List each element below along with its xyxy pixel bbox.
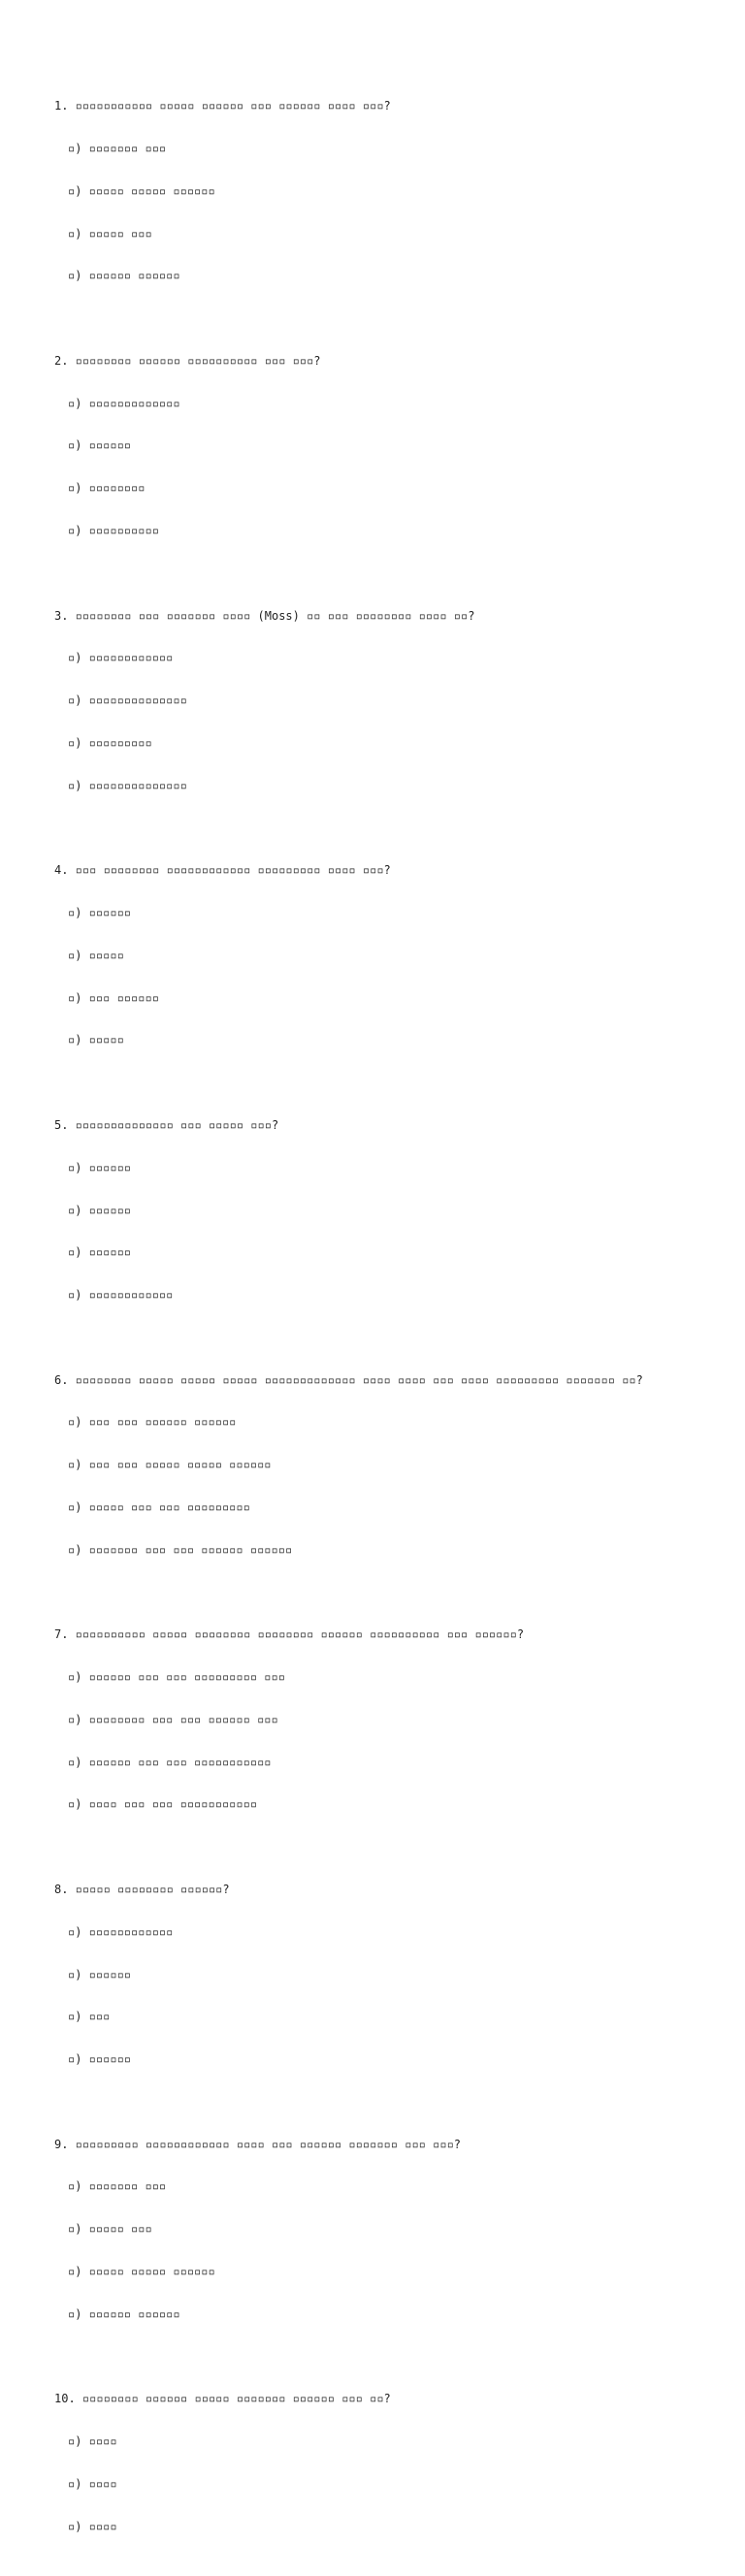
answer-option: ▫) ▫▫▫▫▫▫▫▫▫▫ [68,524,159,537]
question-3 [54,580,724,821]
question-10 [54,2364,724,2561]
answer-option: ▫) ▫▫▫▫▫▫ ▫▫▫▫▫▫ [68,2306,180,2321]
question-text: 8. ▫▫▫▫▫ ▫▫▫▫▫▫▫▫ ▫▫▫▫▫▫? [54,1883,230,1896]
answer-option: ▫) ▫▫▫▫▫▫▫▫▫▫▫▫ [68,1924,174,1939]
answer-option: ▫) ▫▫▫▫ [68,2519,117,2533]
question-text: 6. ▫▫▫▫▫▫▫▫ ▫▫▫▫▫ ▫▫▫▫▫ ▫▫▫▫▫ ▫▫▫▫▫▫▫▫▫▫▫▫▫ ▫▫▫▫ ▫▫▫▫ ▫▫▫ ▫▫▫▫ ▫▫▫▫▫▫▫▫▫ ▫▫▫▫▫▫▫ ▫▫? [54,1372,643,1387]
answer-option: ▫) ▫▫▫▫▫ ▫▫▫ ▫▫▫ ▫▫▫▫▫▫▫▫▫ [68,1499,250,1514]
answer-option: ▫) ▫▫▫▫▫ [68,948,124,962]
answer-option: ▫) ▫▫▫▫▫▫▫ ▫▫▫ [68,141,167,155]
question-2 [54,326,724,566]
answer-option: ▫) ▫▫▫▫ [68,2476,117,2491]
answer-option: ▫) ▫▫▫▫▫ ▫▫▫▫▫ ▫▫▫▫▫▫ [68,2265,215,2279]
answer-option: ▫) ▫▫▫▫▫▫▫▫▫▫▫▫ [68,1288,174,1303]
answer-option: ▫) ▫▫▫▫▫▫ [68,1245,132,1260]
answer-option: ▫) ▫▫▫▫▫▫ ▫▫▫▫▫▫ [68,269,180,283]
question-text: 1. ▫▫▫▫▫▫▫▫▫▫▫ ▫▫▫▫▫ ▫▫▫▫▫▫ ▫▫▫ ▫▫▫▫▫▫ ▫▫▫▫ ▫▫▫? [54,99,391,113]
question-text: 3. ▫▫▫▫▫▫▫▫ ▫▫▫ ▫▫▫▫▫▫▫ ▫▫▫▫ (Moss) ▫▫ ▫▫▫ ▫▫▫▫▫▫▫▫ ▫▫▫▫ ▫▫? [54,608,475,623]
answer-option: ▫) ▫▫▫▫▫ ▫▫▫ [68,2222,152,2237]
question-8 [54,1854,724,2095]
question-4 [54,835,724,1076]
answer-option: ▫) ▫▫▫▫▫▫ [68,438,132,453]
quiz-page [54,71,724,2576]
question-text: 2. ▫▫▫▫▫▫▫▫ ▫▫▫▫▫▫ ▫▫▫▫▫▫▫▫▫▫ ▫▫▫ ▫▫▫? [54,353,321,368]
answer-option: ▫) ▫▫▫▫▫▫▫ ▫▫▫ [68,2179,167,2194]
answer-option: ▫) ▫▫▫▫▫▫▫▫ [68,481,146,496]
answer-option: ▫) ▫▫▫▫▫▫▫▫▫▫▫▫▫ [68,396,180,410]
answer-option: ▫) ▫▫▫ ▫▫▫▫▫▫ [68,990,159,1005]
answer-option: ▫) ▫▫▫▫▫▫ [68,906,132,920]
question-text: 7. ▫▫▫▫▫▫▫▫▫▫ ▫▫▫▫▫ ▫▫▫▫▫▫▫▫ ▫▫▫▫▫▫▫▫ ▫▫▫▫▫▫ ▫▫▫▫▫▫▫▫▫▫ ▫▫▫ ▫▫▫▫▫▫? [54,1627,525,1642]
answer-option: ▫) ▫▫▫▫▫▫ [68,1160,132,1175]
answer-option: ▫) ▫▫▫▫▫▫ [68,2052,132,2067]
answer-option: ▫) ▫▫▫▫▫▫▫▫▫ [68,735,152,750]
answer-option: ▫) ▫▫▫▫ [68,2434,117,2449]
answer-option: ▫) ▫▫▫▫▫▫▫▫▫▫▫▫ [68,651,174,665]
question-5 [54,1090,724,1331]
answer-option: ▫) ▫▫▫▫▫ [68,1033,124,1047]
question-1 [54,71,724,311]
question-text: 5. ▫▫▫▫▫▫▫▫▫▫▫▫▫▫ ▫▫▫ ▫▫▫▫▫ ▫▫▫? [54,1117,279,1132]
answer-option: ▫) ▫▫▫▫▫▫▫▫ ▫▫▫ ▫▫▫ ▫▫▫▫▫▫ ▫▫▫ [68,1712,278,1726]
question-text: 4. ▫▫▫ ▫▫▫▫▫▫▫▫ ▫▫▫▫▫▫▫▫▫▫▫▫ ▫▫▫▫▫▫▫▫▫ ▫▫▫▫ ▫▫▫? [54,863,391,878]
answer-option: ▫) ▫▫▫▫ ▫▫▫ ▫▫▫ ▫▫▫▫▫▫▫▫▫▫▫ [68,1797,258,1812]
answer-option: ▫) ▫▫▫▫▫ ▫▫▫ [68,226,152,241]
question-text: 9. ▫▫▫▫▫▫▫▫▫ ▫▫▫▫▫▫▫▫▫▫▫▫ ▫▫▫▫ ▫▫▫ ▫▫▫▫▫▫ ▫▫▫▫▫▫▫ ▫▫▫ ▫▫▫? [54,2137,462,2151]
answer-option: ▫) ▫▫▫▫▫ ▫▫▫▫▫ ▫▫▫▫▫▫ [68,183,215,198]
answer-option: ▫) ▫▫▫▫▫▫ [68,1203,132,1217]
answer-option: ▫) ▫▫▫▫▫▫ ▫▫▫ ▫▫▫ ▫▫▫▫▫▫▫▫▫ ▫▫▫ [68,1670,285,1685]
answer-option: ▫) ▫▫▫▫▫▫▫ ▫▫▫ ▫▫▫ ▫▫▫▫▫▫ ▫▫▫▫▫▫ [68,1542,293,1557]
answer-option: ▫) ▫▫▫▫▫▫▫▫▫▫▫▫▫▫ [68,778,187,792]
question-text: 10. ▫▫▫▫▫▫▫▫ ▫▫▫▫▫▫ ▫▫▫▫▫ ▫▫▫▫▫▫▫ ▫▫▫▫▫▫ ▫▫▫ ▫▫? [54,2392,391,2406]
answer-option: ▫) ▫▫▫ [68,2010,111,2024]
question-6 [54,1344,724,1585]
answer-option: ▫) ▫▫▫▫▫▫ [68,1967,132,1981]
answer-option: ▫) ▫▫▫ ▫▫▫ ▫▫▫▫▫ ▫▫▫▫▫ ▫▫▫▫▫▫ [68,1458,272,1472]
answer-option: ▫) ▫▫▫▫▫▫ ▫▫▫ ▫▫▫ ▫▫▫▫▫▫▫▫▫▫▫ [68,1755,272,1769]
answer-option: ▫) ▫▫▫▫▫▫▫▫▫▫▫▫▫▫ [68,693,187,708]
question-9 [54,2109,724,2350]
answer-option: ▫) ▫▫▫ ▫▫▫ ▫▫▫▫▫▫ ▫▫▫▫▫▫ [68,1415,237,1430]
question-7 [54,1599,724,1840]
